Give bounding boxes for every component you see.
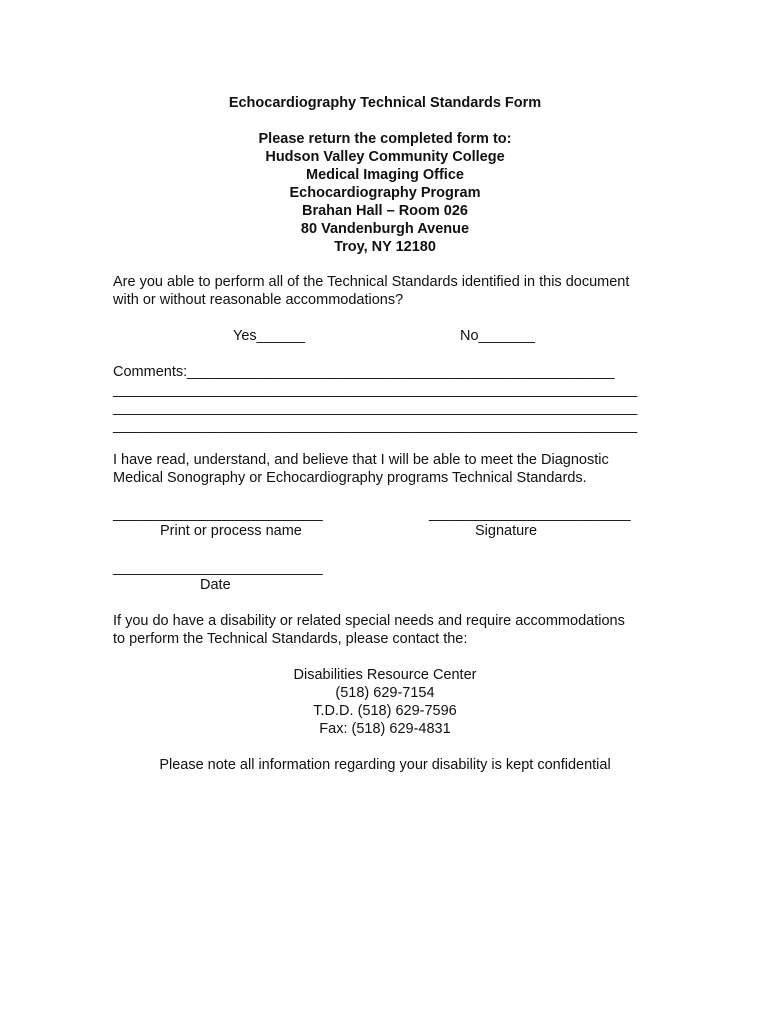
no-field[interactable]: No_______ [460,328,535,344]
address-line: Hudson Valley Community College [265,149,505,165]
attestation-line: I have read, understand, and believe that I will be able to meet the Diagnostic [113,452,609,468]
contact-line: Disabilities Resource Center [293,667,477,683]
disability-note-line: If you do have a disability or related special needs and require accommodations [113,613,625,629]
comments-line[interactable]: _________________________________________________________________ [113,400,638,416]
address-line: Medical Imaging Office [306,167,464,183]
form-title: Echocardiography Technical Standards Form [228,95,542,111]
address-line: Troy, NY 12180 [334,239,436,255]
contact-line: T.D.D. (518) 629-7596 [313,703,457,719]
address-line: Brahan Hall – Room 026 [302,203,468,219]
signature-label: Signature [475,523,538,539]
address-line: Echocardiography Program [289,185,481,201]
name-signature-line[interactable]: __________________________ [113,506,323,522]
yes-field[interactable]: Yes______ [233,328,306,344]
signature-line[interactable]: _________________________ [429,506,631,522]
return-heading: Please return the completed form to: [258,131,512,147]
contact-line: Fax: (518) 629-4831 [319,721,451,737]
name-label: Print or process name [160,523,302,539]
question-line: Are you able to perform all of the Technical Standards identified in this document [113,274,630,290]
comments-line[interactable]: _________________________________________________________________ [113,418,638,434]
attestation-line: Medical Sonography or Echocardiography programs Technical Standards. [113,470,587,486]
date-line[interactable]: __________________________ [113,560,323,576]
contact-line: (518) 629-7154 [335,685,435,701]
address-line: 80 Vandenburgh Avenue [300,221,470,237]
comments-line[interactable]: _________________________________________________________________ [113,382,638,398]
question-line: with or without reasonable accommodations? [113,292,404,308]
disability-note-line: to perform the Technical Standards, please contact the: [113,631,468,647]
confidential-note: Please note all information regarding your disability is kept confidential [159,757,611,773]
comments-field[interactable]: Comments:_____________________________________________________ [113,364,615,380]
date-label: Date [200,577,231,593]
